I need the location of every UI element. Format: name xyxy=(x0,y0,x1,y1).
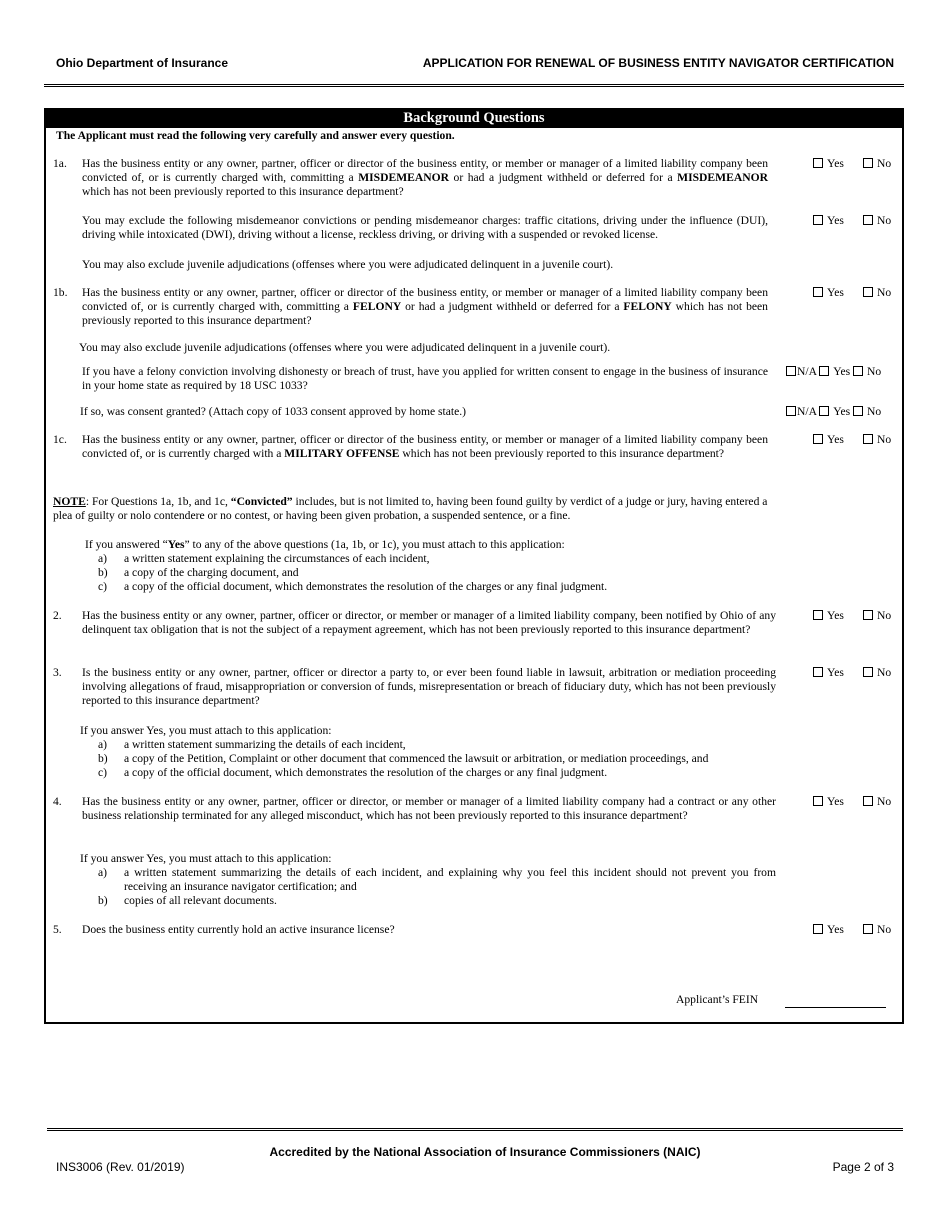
header-rule xyxy=(44,84,904,87)
footer-rule xyxy=(47,1128,903,1131)
question-5-yes-checkbox[interactable] xyxy=(813,924,823,934)
page-number: Page 2 of 3 xyxy=(832,1160,894,1174)
question-1c-no-checkbox[interactable] xyxy=(863,434,873,444)
question-1a-yes-checkbox[interactable] xyxy=(813,158,823,168)
question-1a-number: 1a. xyxy=(53,157,67,170)
fein-underline xyxy=(785,1007,886,1008)
attach-instructions-1: If you answered “Yes” to any of the above questions (1a, 1b, or 1c), you must attach to this application: xyxy=(85,538,565,551)
question-4-yes-checkbox[interactable] xyxy=(813,796,823,806)
fein-label: Applicant’s FEIN xyxy=(676,993,759,1006)
question-5-no-checkbox[interactable] xyxy=(863,924,873,934)
list-item: b) a copy of the Petition, Complaint or other document that commenced the lawsuit or arbitration, or mediation proceedings, and xyxy=(98,752,709,766)
question-1b-yes-checkbox[interactable] xyxy=(813,287,823,297)
granted-options: N/A Yes No xyxy=(786,405,881,419)
question-2-yes-checkbox[interactable] xyxy=(813,610,823,620)
list-item: a) a written statement summarizing the details of each incident, and explaining why you feel this incident should not prevent you from receiving an insurance navigator certification; and xyxy=(98,866,776,894)
section-title: Background Questions xyxy=(44,108,904,128)
question-5-number: 5. xyxy=(53,923,62,936)
question-3-number: 3. xyxy=(53,666,62,679)
question-2-no-checkbox[interactable] xyxy=(863,610,873,620)
question-1b-juvenile: You may also exclude juvenile adjudications (offenses where you were adjudicated delinquent in a juvenile court). xyxy=(79,341,611,354)
question-1b-consent: If you have a felony conviction involving dishonesty or breach of trust, have you applied for written consent to engage in the business of insurance in your home state as required by 18 USC 1033? xyxy=(82,365,768,393)
consent-options: N/A Yes No xyxy=(786,365,881,379)
exclusions-yes-checkbox[interactable] xyxy=(813,215,823,225)
list-item: b) copies of all relevant documents. xyxy=(98,894,277,908)
form-title: APPLICATION FOR RENEWAL OF BUSINESS ENTITY NAVIGATOR CERTIFICATION xyxy=(422,56,894,70)
question-4-text: Has the business entity or any owner, partner, officer or director, or member or manager of a limited liability company had a contract or any other business relationship terminated for any alleged misconduct, which has not been previously reported to this insurance department? xyxy=(82,795,776,823)
consent-yes-checkbox[interactable] xyxy=(819,366,829,376)
question-3-yes-checkbox[interactable] xyxy=(813,667,823,677)
granted-no-checkbox[interactable] xyxy=(853,406,863,416)
instruction-text: The Applicant must read the following very carefully and answer every question. xyxy=(56,129,455,142)
consent-no-checkbox[interactable] xyxy=(853,366,863,376)
question-1a-text: Has the business entity or any owner, partner, officer or director of the business entity, or member or manager of a limited liability company been convicted of, or is currently charged with, committing a MISDEMEANOR or had a judgment withheld or deferred for a MISDEMEANOR which has not been previously reported to this insurance department? xyxy=(82,157,768,199)
fein-field[interactable] xyxy=(785,993,886,1007)
question-1b-granted: If so, was consent granted? (Attach copy of 1033 consent approved by home state.) xyxy=(80,405,467,418)
exclusions-no-checkbox[interactable] xyxy=(863,215,873,225)
accreditation-text: Accredited by the National Association of Insurance Commissioners (NAIC) xyxy=(269,1145,701,1159)
consent-na-checkbox[interactable] xyxy=(786,366,796,376)
attach-instructions-4: If you answer Yes, you must attach to this application: xyxy=(80,852,332,865)
question-4-no-checkbox[interactable] xyxy=(863,796,873,806)
form-number: INS3006 (Rev. 01/2019) xyxy=(56,1160,185,1174)
attach-list-3 xyxy=(80,738,780,781)
attach-list-4 xyxy=(80,866,776,909)
question-1b-no-checkbox[interactable] xyxy=(863,287,873,297)
attach-instructions-3: If you answer Yes, you must attach to this application: xyxy=(80,724,332,737)
question-3-no-checkbox[interactable] xyxy=(863,667,873,677)
attach-list-1 xyxy=(80,552,780,595)
question-1c-yes-checkbox[interactable] xyxy=(813,434,823,444)
question-1b-text: Has the business entity or any owner, partner, officer or director of the business entity, or member or manager of a limited liability company been convicted of, or is currently charged with, committing a FELONY or had a judgment withheld or deferred for a FELONY which has not been previously reported to this insurance department? xyxy=(82,286,768,328)
list-item: c) a copy of the official document, which demonstrates the resolution of the charges or any final judgment. xyxy=(98,580,608,594)
question-5-text: Does the business entity currently hold an active insurance license? xyxy=(82,923,395,936)
question-4-number: 4. xyxy=(53,795,62,808)
question-2-number: 2. xyxy=(53,609,62,622)
question-1a-juvenile: You may also exclude juvenile adjudications (offenses where you were adjudicated delinquent in a juvenile court). xyxy=(82,258,614,271)
list-item: a) a written statement summarizing the details of each incident, xyxy=(98,738,406,751)
question-1c-text: Has the business entity or any owner, partner, officer or director of the business entity, or member or manager of a limited liability company been convicted of, or is currently charged with a MILITARY OFFENSE which has not been previously reported to this insurance department? xyxy=(82,433,768,461)
question-3-text: Is the business entity or any owner, partner, officer or director a party to, or ever been found liable in lawsuit, arbitration or mediation proceeding involving allegations of fraud, misappropriation or conversion of funds, misrepresentation or breach of fiduciary duty, which has not been previously reported to this insurance department? xyxy=(82,666,776,708)
department-name: Ohio Department of Insurance xyxy=(56,56,229,70)
granted-yes-checkbox[interactable] xyxy=(819,406,829,416)
question-1c-number: 1c. xyxy=(53,433,67,446)
granted-na-checkbox[interactable] xyxy=(786,406,796,416)
convicted-note: NOTE: For Questions 1a, 1b, and 1c, “Convicted” includes, but is not limited to, having been found guilty by verdict of a judge or jury, having entered a plea of guilty or nolo contendere or no contest, or having been given probation, a suspended sentence, or a fine. xyxy=(53,495,768,523)
list-item: a) a written statement explaining the circumstances of each incident, xyxy=(98,552,430,565)
question-1b-number: 1b. xyxy=(53,286,68,299)
question-1a-exclusions: You may exclude the following misdemeanor convictions or pending misdemeanor charges: traffic citations, driving under the influence (DUI), driving while intoxicated (DWI), driving without a license, reckless driving, or driving with a suspended or revoked license. xyxy=(82,214,768,242)
question-2-text: Has the business entity or any owner, partner, officer or director, or member or manager of a limited liability company, been notified by Ohio of any delinquent tax obligation that is not the subject of a repayment agreement, which has not been previously reported to this insurance department? xyxy=(82,609,776,637)
list-item: c) a copy of the official document, which demonstrates the resolution of the charges or any final judgment. xyxy=(98,766,608,780)
question-1a-no-checkbox[interactable] xyxy=(863,158,873,168)
list-item: b) a copy of the charging document, and xyxy=(98,566,299,580)
